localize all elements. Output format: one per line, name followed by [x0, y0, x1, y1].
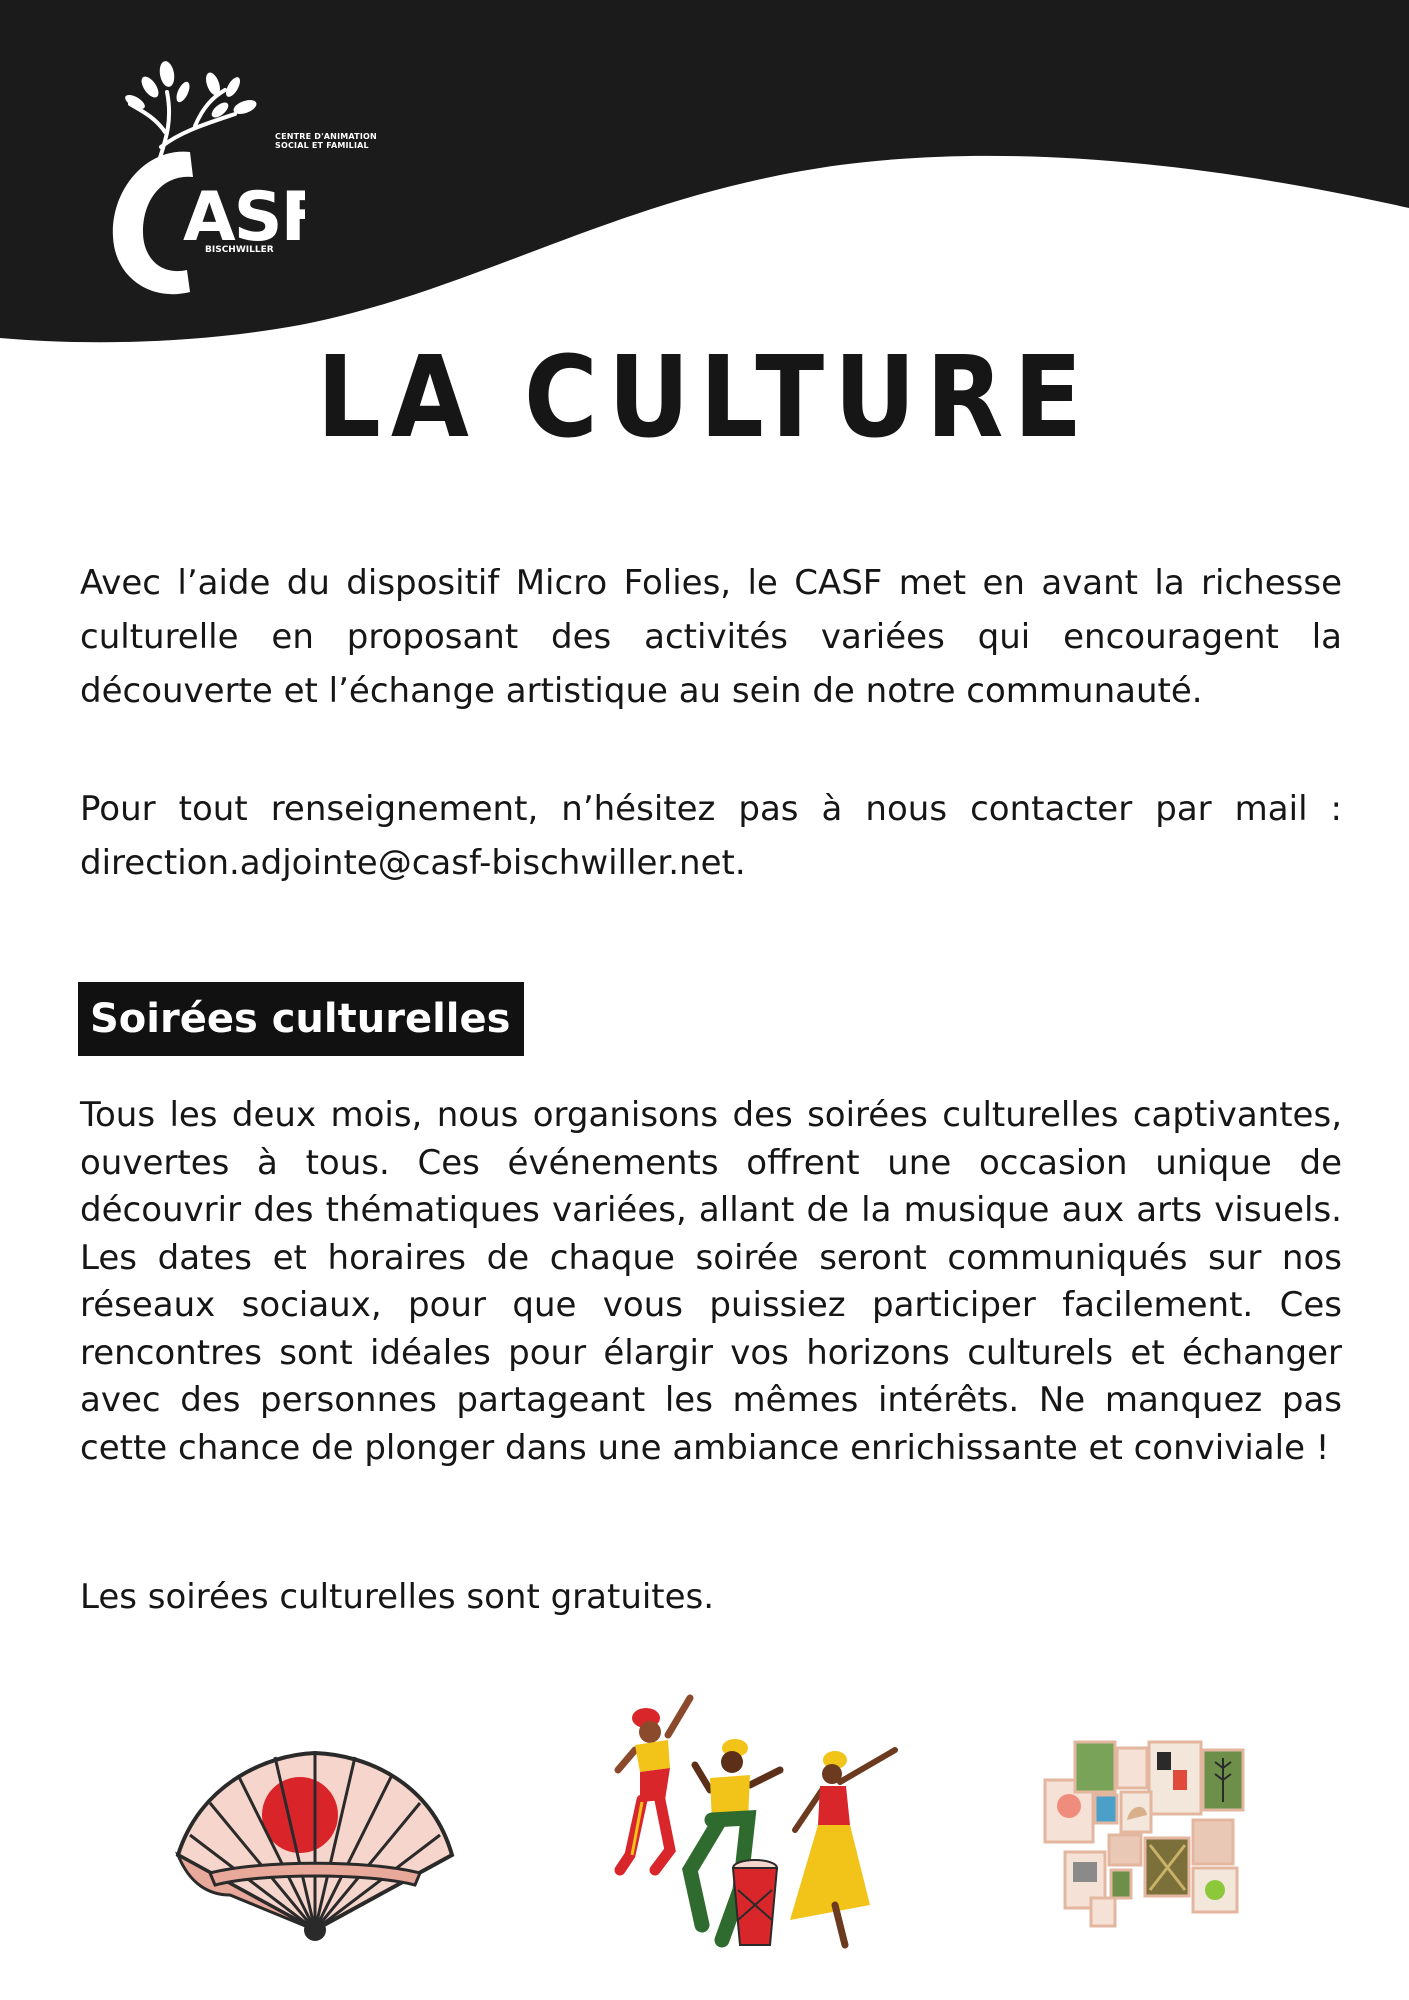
svg-text:ASF: ASF	[183, 178, 305, 257]
contact-text: Pour tout renseignement, n’hésitez pas à nous contacter par mail :	[80, 789, 1342, 829]
dancers-illustration	[610, 1690, 940, 1960]
hand-fan-icon	[170, 1745, 460, 1945]
logo-org-name	[275, 132, 377, 150]
drum-icon	[733, 1860, 777, 1945]
section-body: Tous les deux mois, nous organisons des soirées culturelles captivantes, ouvertes à tous. Ces événements offrent une occasion unique de découvrir des thématiques variées, allant de la musique aux arts visuels. Les dates et horaires de chaque soirée seront communiqués sur nos réseaux sociaux, pour que vous puissiez participer facilement. Ces rencontres sont idéales pour élargir vos horizons culturels et échanger avec des personnes partageant les mêmes intérêts. Ne manquez pas cette chance de plonger dans une ambiance enrichissante et conviviale !	[80, 1095, 1342, 1468]
tree-logo-icon	[95, 52, 305, 302]
section-note: Les soirées culturelles sont gratuites.	[80, 1577, 715, 1617]
casf-logo	[95, 52, 377, 302]
section-heading: Soirées culturelles	[78, 982, 524, 1056]
art-gallery-illustration	[1035, 1740, 1250, 1930]
dancer-right	[790, 1750, 895, 1945]
logo-city: BISCHWILLER	[205, 245, 274, 255]
dancer-left	[618, 1698, 690, 1870]
contact-email: direction.adjointe@casf-bischwiller.net	[80, 843, 735, 883]
logo-org-line1: CENTRE D'ANIMATION	[275, 132, 377, 141]
page-title: LA CULTURE	[316, 333, 1093, 463]
contact-period: .	[734, 843, 746, 883]
contact-paragraph	[80, 782, 1342, 890]
intro-paragraph: Avec l’aide du dispositif Micro Folies, le CASF met en avant la richesse culturelle en proposant des activités variées qui encouragent la découverte et l’échange artistique au sein de notre communauté.	[80, 563, 1342, 711]
logo-org-line2: SOCIAL ET FAMILIAL	[275, 141, 369, 150]
